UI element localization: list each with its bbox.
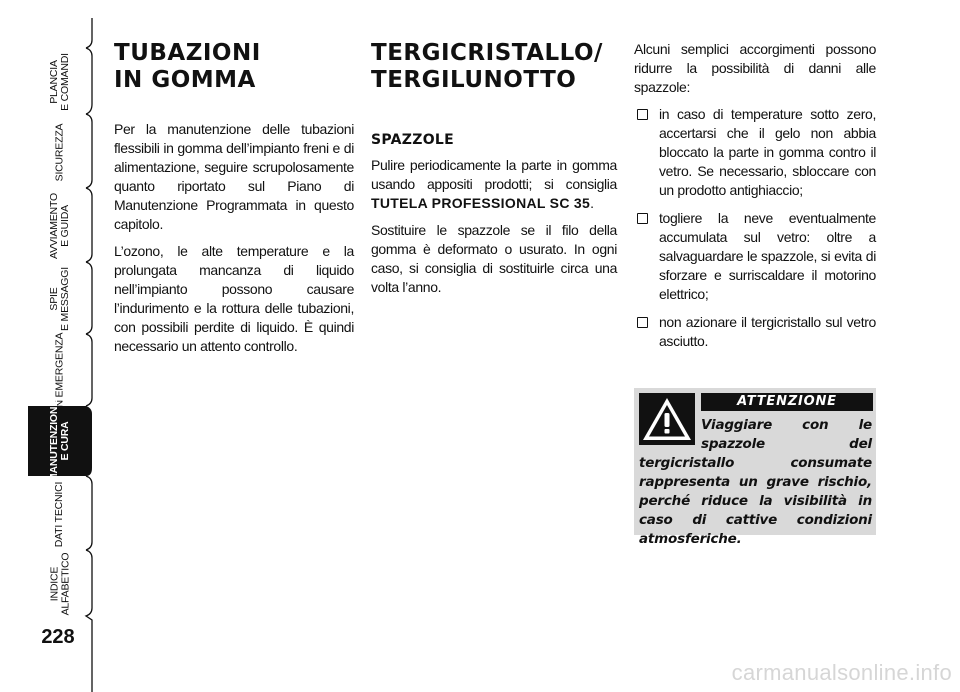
warning-title: ATTENZIONE [701,393,873,411]
warning-box [634,388,876,547]
paragraph: Pulire periodicamente la parte in gomma usando appositi prodotti; si consiglia TUTELA PROFESSIONAL SC 35. [371,157,617,211]
section-title: TERGICRISTALLO/ TERGILUNOTTO [371,40,603,93]
list-item: non azionare il tergicristallo sul vetro asciutto. [634,313,876,351]
paragraph: Per la manutenzione delle tubazioni flessibili in gomma dell’impianto freni e di alimentazione, seguire scrupolosamente quanto riportato sul Piano di Manutenzione Programmata in questo capitolo. [114,121,354,232]
intro-paragraph: Alcuni semplici accorgimenti possono ridurre la possibilità di danni alle spazzole: [634,41,876,95]
list-item: in caso di temperature sotto zero, accertarsi che il gelo non abbia bloccato la parte in gomma contro il vetro. Se necessario, sbloccare con un prodotto antighiaccio; [634,105,876,200]
tab-spie[interactable]: SPIE E MESSAGGI [48,267,71,331]
subsection-title: SPAZZOLE [371,132,454,148]
list-item: togliere la neve eventualmente accumulata sul vetro: oltre a salvaguardare le spazzole, si evita di sforzare e surriscaldare il motorino elettrico; [634,209,876,304]
product-name: TUTELA PROFESSIONAL SC 35 [371,195,591,211]
tab-emergenza[interactable]: IN EMERGENZA [53,332,66,410]
section-tubazioni [114,40,354,364]
tips-list [634,105,876,351]
section-accorgimenti [634,40,876,360]
tab-plancia[interactable]: PLANCIA E COMANDI [48,53,71,111]
warning-text: Viaggiare con le spazzole del tergicristallo consumate rappresenta un grave rischio, perché riduce la visibilità in caso di cattive condizioni atmosferiche. [639,417,872,547]
page-number: 228 [41,626,75,648]
tab-avviamento[interactable]: AVVIAMENTO E GUIDA [48,193,72,259]
section-tergicristallo [371,40,617,305]
section-title: TUBAZIONI IN GOMMA [114,40,261,93]
paragraph: Sostituire le spazzole se il filo della gomma è deformato o usurato. In ogni caso, si consiglia di sostituirle circa una volta l’anno. [371,222,617,295]
tab-indice[interactable]: INDICE ALFABETICO [48,552,71,616]
tab-manutenzione[interactable]: MANUTENZIONE E CURA [48,399,71,483]
tab-sicurezza[interactable]: SICUREZZA [53,123,66,181]
watermark: carmanualsonline.info [731,660,952,685]
tab-dati-tecnici[interactable]: DATI TECNICI [53,481,66,547]
chapter-tab-rail [0,0,100,692]
paragraph: L’ozono, le alte temperature e la prolungata mancanza di liquido nell’impianto possono causare l’indurimento e la rottura delle tubazioni, con possibili perdite di liquido. È quindi necessario un attento controllo. [114,243,354,354]
